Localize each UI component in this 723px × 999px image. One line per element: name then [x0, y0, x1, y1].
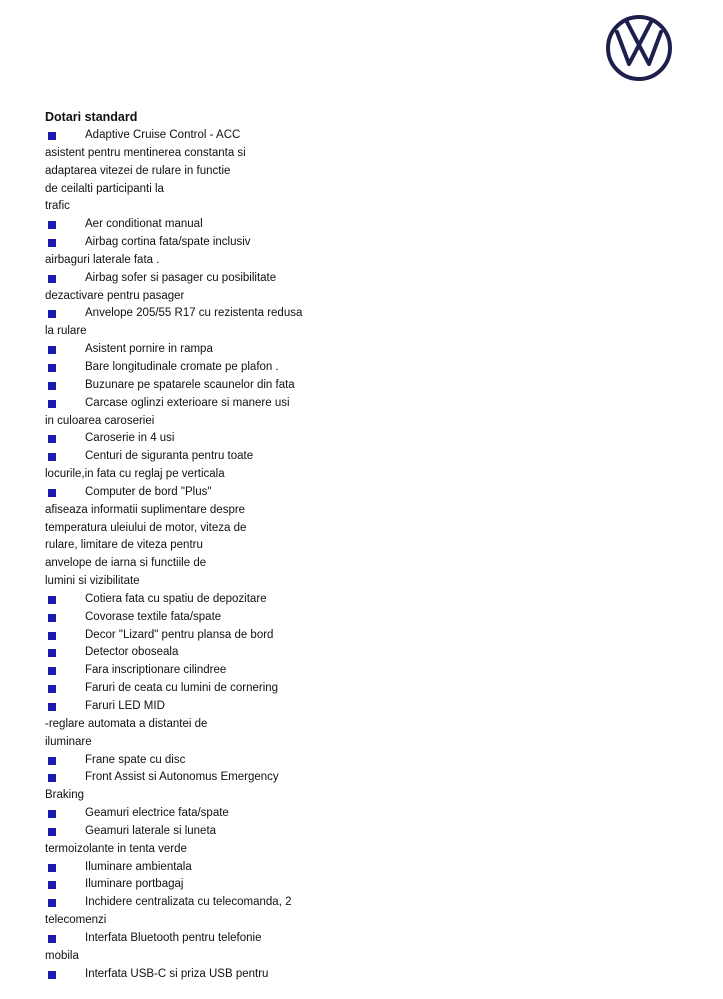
square-bullet-icon: [48, 632, 56, 640]
list-item-text: Carcase oglinzi exterioare si manere usi: [85, 396, 290, 409]
list-item-continuation: [45, 198, 705, 216]
list-item: [45, 341, 705, 359]
list-item-continuation: [45, 734, 705, 752]
list-item-text: anvelope de iarna si functiile de: [45, 557, 207, 570]
square-bullet-icon: [48, 881, 56, 889]
list-item-text: -reglare automata a distantei de: [45, 717, 208, 730]
list-item: [45, 609, 705, 627]
list-item: [45, 270, 705, 288]
list-item-text: Bare longitudinale cromate pe plafon .: [85, 360, 279, 373]
list-item-text: Fara inscriptionare cilindree: [85, 664, 227, 677]
list-item-text: Computer de bord "Plus": [85, 485, 212, 498]
list-item-continuation: [45, 948, 705, 966]
list-item-text: Covorase textile fata/spate: [85, 610, 222, 623]
list-item-text: Inchidere centralizata cu telecomanda, 2: [85, 896, 292, 909]
list-item-text: iluminare: [45, 735, 92, 748]
list-item-text: afiseaza informatii suplimentare despre: [45, 503, 246, 516]
list-item-text: Interfata Bluetooth pentru telefonie: [85, 931, 262, 944]
square-bullet-icon: [48, 614, 56, 622]
square-bullet-icon: [48, 596, 56, 604]
list-item: [45, 859, 705, 877]
list-item-text: mobila: [45, 949, 79, 962]
list-item-text: locurile,in fata cu reglaj pe verticala: [45, 468, 225, 481]
list-item-continuation: [45, 787, 705, 805]
list-item-text: termoizolante in tenta verde: [45, 842, 187, 855]
square-bullet-icon: [48, 899, 56, 907]
list-item-continuation: [45, 145, 705, 163]
list-item-text: Geamuri laterale si luneta: [85, 824, 217, 837]
square-bullet-icon: [48, 828, 56, 836]
list-item-continuation: [45, 555, 705, 573]
list-item-text: Interfata USB-C si priza USB pentru: [85, 967, 269, 980]
list-item-text: Front Assist si Autonomus Emergency: [85, 771, 279, 784]
list-item-continuation: [45, 323, 705, 341]
list-item: [45, 823, 705, 841]
list-item-text: Faruri LED MID: [85, 700, 165, 712]
list-item: [45, 591, 705, 609]
list-item-continuation: [45, 466, 705, 484]
square-bullet-icon: [48, 221, 56, 229]
list-item: [45, 752, 705, 770]
list-item-text: Faruri de ceata cu lumini de cornering: [85, 682, 279, 695]
square-bullet-icon: [48, 310, 56, 318]
square-bullet-icon: [48, 935, 56, 943]
list-item-text: rulare, limitare de viteza pentru: [45, 539, 203, 552]
list-item-text: Airbag cortina fata/spate inclusiv: [85, 236, 251, 249]
list-item-continuation: [45, 288, 705, 306]
list-item: [45, 680, 705, 698]
square-bullet-icon: [48, 489, 56, 497]
list-item: [45, 127, 705, 145]
list-item-continuation: [45, 912, 705, 930]
list-item-continuation: [45, 716, 705, 734]
list-item-text: telecomenzi: [45, 914, 107, 927]
list-item-text: Airbag sofer si pasager cu posibilitate: [85, 271, 277, 284]
square-bullet-icon: [48, 774, 56, 782]
list-item: [45, 769, 705, 787]
square-bullet-icon: [48, 132, 56, 140]
square-bullet-icon: [48, 239, 56, 247]
list-item: [45, 430, 705, 448]
list-item-text: Cotiera fata cu spatiu de depozitare: [85, 592, 267, 605]
list-item-text: Braking: [45, 789, 84, 802]
square-bullet-icon: [48, 971, 56, 979]
list-item-continuation: [45, 252, 705, 270]
square-bullet-icon: [48, 364, 56, 372]
section-title: Dotari standard: [45, 110, 138, 124]
list-item-text: Caroserie in 4 usi: [85, 432, 175, 445]
list-item-text: Anvelope 205/55 R17 cu rezistenta redusa: [85, 307, 303, 320]
square-bullet-icon: [48, 703, 56, 711]
list-item: [45, 644, 705, 662]
list-item-text: Buzunare pe spatarele scaunelor din fata: [85, 378, 295, 391]
list-item-continuation: [45, 537, 705, 555]
square-bullet-icon: [48, 864, 56, 872]
list-item: [45, 377, 705, 395]
list-item-continuation: [45, 520, 705, 538]
list-item: [45, 698, 705, 716]
list-item: [45, 805, 705, 823]
list-item: [45, 876, 705, 894]
list-item-text: Centuri de siguranta pentru toate: [85, 450, 254, 463]
list-item: [45, 930, 705, 948]
square-bullet-icon: [48, 810, 56, 818]
list-item: [45, 234, 705, 252]
list-item-text: de ceilalti participanti la: [45, 182, 164, 195]
list-item-text: dezactivare pentru pasager: [45, 289, 185, 302]
list-item-text: Asistent pornire in rampa: [85, 343, 213, 356]
list-item: [45, 662, 705, 680]
square-bullet-icon: [48, 649, 56, 657]
list-item-text: in culoarea caroseriei: [45, 414, 155, 427]
square-bullet-icon: [48, 435, 56, 443]
list-item-text: Aer conditionat manual: [85, 218, 203, 231]
list-item: [45, 627, 705, 645]
list-item-continuation: [45, 502, 705, 520]
list-item: [45, 448, 705, 466]
list-item-text: airbaguri laterale fata .: [45, 253, 160, 266]
square-bullet-icon: [48, 453, 56, 461]
list-item: [45, 216, 705, 234]
square-bullet-icon: [48, 275, 56, 283]
equipment-lines: [45, 127, 705, 984]
square-bullet-icon: [48, 382, 56, 390]
list-item-text: Adaptive Cruise Control - ACC: [85, 129, 241, 141]
list-item-continuation: [45, 413, 705, 431]
square-bullet-icon: [48, 667, 56, 675]
square-bullet-icon: [48, 685, 56, 693]
list-item: [45, 305, 705, 323]
list-item-continuation: [45, 841, 705, 859]
list-item-text: la rulare: [45, 325, 87, 338]
list-item-continuation: [45, 163, 705, 181]
list-item-continuation: [45, 573, 705, 591]
list-item-text: asistent pentru mentinerea constanta si: [45, 146, 246, 159]
list-item-text: Iluminare portbagaj: [85, 878, 184, 891]
square-bullet-icon: [48, 757, 56, 765]
list-item-text: adaptarea vitezei de rulare in functie: [45, 164, 231, 177]
list-item-text: trafic: [45, 200, 70, 213]
equipment-list-section: [45, 109, 705, 984]
square-bullet-icon: [48, 346, 56, 354]
list-item-text: Detector oboseala: [85, 646, 179, 659]
list-item: [45, 359, 705, 377]
list-item: [45, 395, 705, 413]
list-item: [45, 966, 705, 984]
list-item-continuation: [45, 181, 705, 199]
list-item: [45, 894, 705, 912]
list-item-text: Frane spate cu disc: [85, 753, 186, 766]
list-item: [45, 484, 705, 502]
list-item-text: Decor "Lizard" pentru plansa de bord: [85, 628, 274, 641]
list-item-text: Geamuri electrice fata/spate: [85, 807, 229, 820]
list-item-text: Iluminare ambientala: [85, 860, 192, 873]
volkswagen-logo-icon: [605, 14, 673, 82]
list-item-text: temperatura uleiului de motor, viteza de: [45, 521, 247, 534]
list-item-text: lumini si vizibilitate: [45, 575, 140, 588]
square-bullet-icon: [48, 400, 56, 408]
